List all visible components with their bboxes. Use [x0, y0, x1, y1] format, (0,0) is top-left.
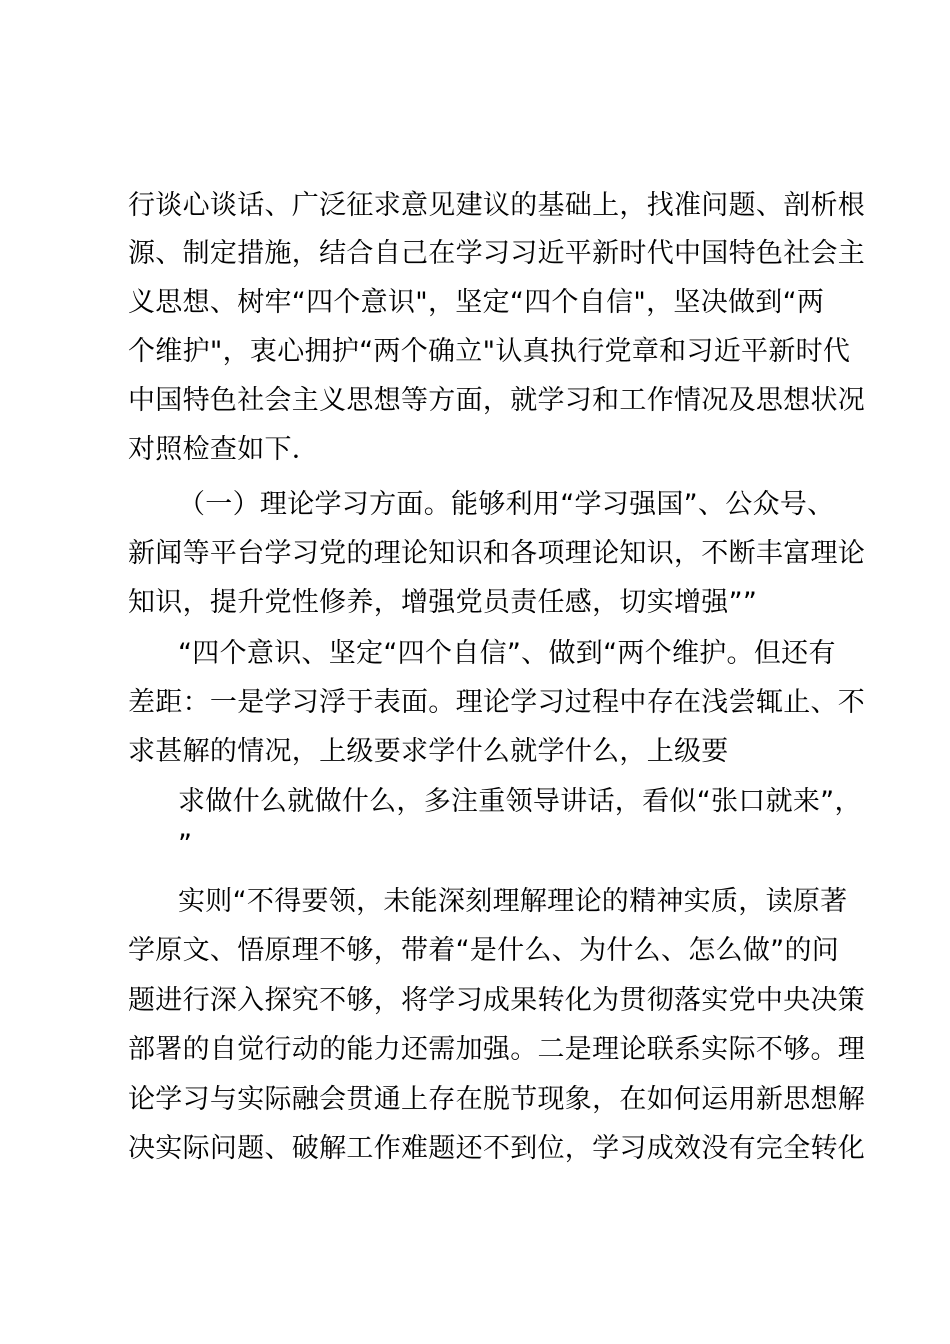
text-line-8: 新闻等平台学习党的理论知识和各项理论知识，不断丰富理论 — [128, 538, 866, 569]
text-line-17: 题进行深入探究不够，将学习成果转化为贯彻落实党中央决策 — [128, 985, 866, 1016]
text-line-13: 求做什么就做什么，多注重领导讲话，看似“张口就来”， — [178, 786, 862, 817]
text-line-19: 论学习与实际融会贯通上存在脱节现象，在如何运用新思想解 — [128, 1084, 866, 1115]
text-line-14: ” — [178, 829, 193, 860]
text-line-3: 义思想、树牢“四个意识"，坚定“四个自信"，坚决做到“两 — [128, 287, 825, 318]
text-line-15: 实则“不得要领，未能深刻理解理论的精神实质，读原著 — [178, 886, 848, 917]
text-line-12: 求甚解的情况，上级要求学什么就学什么，上级要 — [128, 736, 729, 767]
text-line-4: 个维护"，衷心拥护“两个确立"认真执行党章和习近平新时代 — [128, 336, 851, 367]
text-line-11: 差距：一是学习浮于表面。理论学习过程中存在浅尝辄止、不 — [128, 687, 866, 718]
text-line-16: 学原文、悟原理不够，带着“是什么、为什么、怎么做”的问 — [128, 935, 840, 966]
text-line-1: 行谈心谈话、广泛征求意见建议的基础上，找准问题、剖析根 — [128, 190, 866, 221]
text-line-5: 中国特色社会主义思想等方面，就学习和工作情况及思想状况 — [128, 385, 866, 416]
text-line-2: 源、制定措施，结合自己在学习习近平新时代中国特色社会主 — [128, 238, 866, 269]
text-line-6: 对照检查如下． — [128, 434, 320, 465]
text-line-18: 部署的自觉行动的能力还需加强。二是理论联系实际不够。理 — [128, 1034, 866, 1065]
text-line-7: （一）理论学习方面。能够利用“学习强国”、公众号、 — [178, 489, 835, 520]
text-line-20: 决实际问题、破解工作难题还不到位，学习成效没有完全转化 — [128, 1133, 866, 1164]
text-line-10: “四个意识、坚定“四个自信”、做到“两个维护。但还有 — [178, 638, 836, 669]
text-line-9: 知识，提升党性修养，增强党员责任感，切实增强”” — [128, 587, 758, 618]
